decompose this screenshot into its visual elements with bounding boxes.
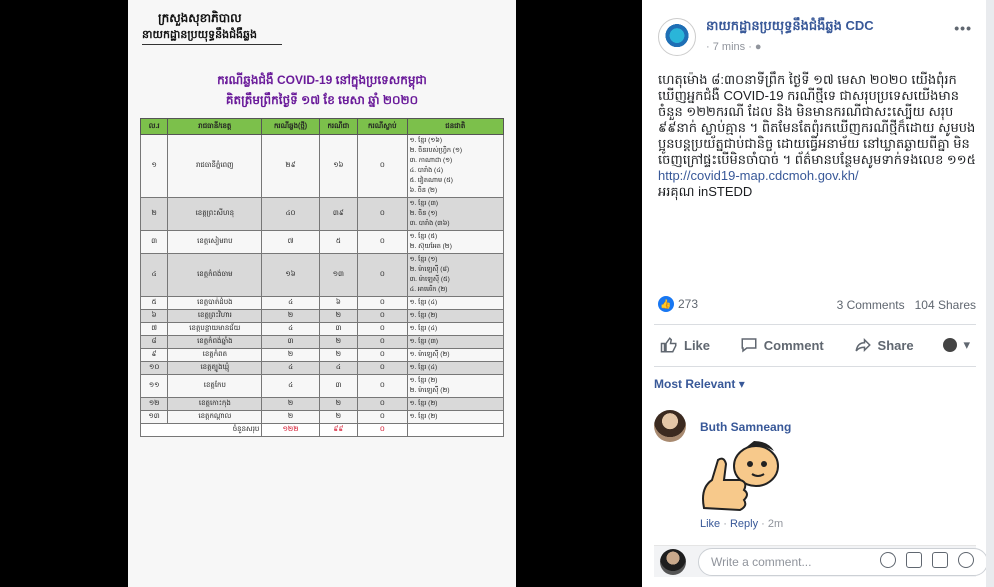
comment-icon	[740, 336, 758, 354]
table-row	[141, 254, 504, 297]
cell-no: ៩	[141, 349, 168, 362]
cell-province: រាជធានីភ្នំពេញ	[168, 135, 262, 198]
page-name-link[interactable]: នាយកដ្ឋានប្រយុទ្ធនឹងជំងឺឆ្លង CDC	[706, 18, 874, 33]
cell-deaths: ០	[358, 323, 408, 336]
cell-total_deaths: ០	[358, 424, 408, 437]
cell-cases: ១៦	[262, 254, 319, 297]
cell-recovered: ៥	[319, 231, 357, 254]
cell-province: ខេត្តត្បូងឃ្មុំ	[168, 362, 262, 375]
comments-count[interactable]: 3 Comments	[836, 298, 905, 312]
cell-cases: ៤	[262, 297, 319, 310]
cell-cases: ៣	[262, 336, 319, 349]
table-row	[141, 375, 504, 398]
cell-cases: ២	[262, 398, 319, 411]
cell-recovered: ២	[319, 310, 357, 323]
cell-recovered: ៣	[319, 323, 357, 336]
cell-nationality	[407, 398, 503, 411]
cell-nationality	[407, 231, 503, 254]
nationality-item: ៥. វៀតណាម (៥)	[409, 177, 453, 184]
cell-no: ៥	[141, 297, 168, 310]
audience-selector[interactable]	[937, 333, 976, 357]
cell-no: ១៣	[141, 411, 168, 424]
doc-date: គិតត្រឹមព្រឹកថ្ងៃទី ១៧ ខែ មេសា ឆ្នាំ ២០២០	[225, 93, 419, 107]
nationality-item: ៤. អាមេរិក (២)	[409, 286, 448, 293]
post-sidebar	[642, 0, 994, 587]
nationality-item: ៤. បារាំង (៤)	[409, 167, 443, 174]
thumbs-up-icon	[660, 336, 678, 354]
cell-deaths: ០	[358, 254, 408, 297]
cell-deaths: ០	[358, 411, 408, 424]
cell-nationality	[407, 198, 503, 231]
share-label: Share	[877, 337, 914, 353]
nationality-item: ១. ខ្មែរ (៤)	[409, 325, 438, 332]
table-row	[141, 135, 504, 198]
post-meta: · 7 mins · ●	[706, 41, 762, 53]
nationality-item: ៣. ម៉ាឡេស៊ី (៥)	[409, 276, 450, 283]
cell-no: ២	[141, 198, 168, 231]
cell-recovered: ៦	[319, 297, 357, 310]
nationality-item: ២. ស៊ុយអែត (២)	[409, 243, 452, 250]
cell-deaths: ០	[358, 231, 408, 254]
nationality-item: ២. ចិនរបស់ហ្វ្រិក (១)	[409, 147, 463, 154]
post-image[interactable]	[128, 0, 516, 587]
commenter-avatar[interactable]	[654, 410, 686, 442]
chevron-down-icon: ▾	[738, 377, 745, 391]
cdc-logo-icon	[663, 23, 691, 51]
comment-actions: Like · Reply · 2m	[700, 518, 784, 530]
cell-cases: ២	[262, 411, 319, 424]
cell-cases: ៤	[262, 323, 319, 336]
user-avatar-icon	[943, 338, 957, 352]
post-text	[658, 72, 980, 200]
cell-deaths: ០	[358, 362, 408, 375]
cell-no: ១០	[141, 362, 168, 375]
scrollbar[interactable]	[986, 0, 994, 587]
cell-no: ៧	[141, 323, 168, 336]
cell-recovered: ៣	[319, 375, 357, 398]
cell-deaths: ០	[358, 398, 408, 411]
like-button[interactable]	[654, 332, 716, 358]
reaction-count[interactable]: 273	[678, 297, 699, 311]
cell-nationality	[407, 297, 503, 310]
comment-label: Comment	[763, 337, 824, 353]
cell-total_recovered: ៩៩	[319, 424, 357, 437]
globe-icon: ●	[754, 41, 762, 53]
cell-no: ១២	[141, 398, 168, 411]
cell-no: ១	[141, 135, 168, 198]
nationality-item: ១. ខ្មែរ (២)	[409, 312, 438, 319]
cell-nationality	[407, 411, 503, 424]
cell-cases: ៤	[262, 362, 319, 375]
emoji-icon[interactable]	[880, 552, 896, 568]
sort-label: Most Relevant	[654, 377, 736, 391]
chevron-down-icon: ▾	[963, 337, 970, 352]
table-row	[141, 411, 504, 424]
comment-time[interactable]: 2m	[767, 518, 784, 530]
post-body: ហេតុ​ម៉ោង ៨:៣០នាទីព្រឹក ថ្ងៃទី ១៧ មេសា ២០២០ យើងពុំរកឃើញអ្នកជំងឺ COVID-19 ករណីថ្មីទេ ជាសរុបប្រទេសយើងមានចំនួន ១២២ករណី ដែល និង មិនមានករណីជាសះស្បើយ សរុប ៩៩នាក់ ស្លាប់គ្មាន ។ ពិតមែនតែពុំរកឃើញករណីថ្មីក៏ដោយ សូមបងប្អូនបន្តប្រយ័ត្នជាប់ជានិច្ច ដោយធ្វើអនាម័យ នៅឃ្លាតឆ្ងាយពីគ្នា មិនចេញក្រៅផ្ទះបើមិនចាំបាច់ ។ ព័ត៌មានបន្ថែមសូមទាក់ទងលេខ ១១៥	[658, 72, 976, 167]
more-options-icon[interactable]: •••	[954, 20, 972, 36]
nationality-item: ១. ខ្មែរ (៤)	[409, 299, 438, 306]
cell-no: ៨	[141, 336, 168, 349]
nationality-item: ១. ខ្មែរ (១៦)	[409, 137, 443, 144]
cell-deaths: ០	[358, 198, 408, 231]
nationality-item: ៦. ចិន (២)	[409, 187, 438, 194]
page-avatar[interactable]	[658, 18, 696, 56]
nationality-item: ២. ម៉ាឡេស៊ី (២)	[409, 387, 450, 394]
post-actions	[654, 332, 976, 358]
heading-underline	[142, 44, 282, 45]
cell-cases: ២	[262, 310, 319, 323]
total-row	[141, 424, 504, 437]
column-header: រាជធានី/ខេត្ត	[168, 119, 262, 135]
share-button[interactable]	[848, 332, 920, 358]
table-row	[141, 297, 504, 310]
department-heading: នាយកដ្ឋានប្រយុទ្ធនឹងជំងឺឆ្លង	[142, 29, 257, 41]
nationality-item: ១. ខ្មែរ (៥)	[409, 233, 438, 240]
column-header: ល.រ	[141, 119, 168, 135]
cell-cases: ៤	[262, 375, 319, 398]
cell-province: ខេត្តព្រះវិហារ	[168, 310, 262, 323]
nationality-item: ១. ខ្មែរ (២)	[409, 413, 438, 420]
nationality-item: ២. ចិន (១)	[409, 210, 438, 217]
cell-cases: ៤០	[262, 198, 319, 231]
comment-sort[interactable]	[654, 377, 745, 391]
commenter-name[interactable]: Buth Samneang	[700, 420, 792, 434]
post-time[interactable]: 7 mins	[712, 41, 746, 53]
cell-province: ខេត្តសៀមរាប	[168, 231, 262, 254]
cell-nationality	[407, 375, 503, 398]
nationality-item: ១. ខ្មែរ (៣)	[409, 338, 439, 345]
cell-recovered: ១៣	[319, 254, 357, 297]
nationality-item: ១. ខ្មែរ (១)	[409, 256, 438, 263]
shares-count[interactable]: 104 Shares	[914, 298, 976, 312]
table-row	[141, 198, 504, 231]
column-header: ករណីស្លាប់	[358, 119, 408, 135]
cell-no: ១១	[141, 375, 168, 398]
nationality-item: ៣. បារាំង (៣៦)	[409, 220, 450, 227]
table-row	[141, 362, 504, 375]
divider	[654, 366, 976, 367]
post-credit: អរគុណ inSTEDD	[658, 184, 753, 199]
ministry-heading: ក្រសួងសុខាភិបាល	[158, 11, 242, 25]
cell-recovered: ១៦	[319, 135, 357, 198]
gif-icon[interactable]	[932, 552, 948, 568]
table-row	[141, 398, 504, 411]
comment-button[interactable]	[734, 332, 830, 358]
cell-recovered: ២	[319, 349, 357, 362]
share-icon	[854, 336, 872, 354]
cell-province: ខេត្តព្រះសីហនុ	[168, 198, 262, 231]
cell-deaths: ០	[358, 297, 408, 310]
table-row	[141, 310, 504, 323]
cell-deaths: ០	[358, 135, 408, 198]
cell-province: ខេត្តបាត់ដំបង	[168, 297, 262, 310]
cell-no: ៦	[141, 310, 168, 323]
like-label: Like	[684, 337, 711, 353]
cell-empty	[407, 424, 503, 437]
cell-cases: ២	[262, 349, 319, 362]
nationality-item: ២. ម៉ាឡេស៊ី (៨)	[409, 266, 450, 273]
cell-recovered: ២	[319, 411, 357, 424]
table-row	[141, 323, 504, 336]
cell-province: ខេត្តកោះកុង	[168, 398, 262, 411]
table-row	[141, 231, 504, 254]
cell-cases: ៧	[262, 231, 319, 254]
comment-reply-link[interactable]: Reply	[729, 518, 759, 530]
column-header: ករណីជា	[319, 119, 357, 135]
cell-no: ៣	[141, 231, 168, 254]
comment-tools	[880, 552, 974, 568]
cell-province: ខេត្តកំពង់ឆ្នាំង	[168, 336, 262, 349]
cell-deaths: ០	[358, 336, 408, 349]
sticker-icon[interactable]	[958, 552, 974, 568]
cell-province: ខេត្តកែប	[168, 375, 262, 398]
reactions[interactable]	[658, 296, 698, 312]
cell-cases: ២៩	[262, 135, 319, 198]
camera-icon[interactable]	[906, 552, 922, 568]
cell-recovered: ៤	[319, 362, 357, 375]
cell-deaths: ០	[358, 349, 408, 362]
comment-like-link[interactable]: Like	[700, 518, 721, 530]
cell-province: ខេត្តកំពង់ចាម	[168, 254, 262, 297]
nationality-item: ១. ខ្មែរ (២)	[409, 400, 438, 407]
post-counts	[837, 298, 976, 312]
cell-nationality	[407, 349, 503, 362]
table-row	[141, 349, 504, 362]
cell-province: ខេត្តកំពត	[168, 349, 262, 362]
cases-table	[140, 118, 504, 437]
nationality-item: ១. ខ្មែរ (២)	[409, 377, 438, 384]
cell-no: ៤	[141, 254, 168, 297]
cell-recovered: ២	[319, 398, 357, 411]
table-header-row	[141, 119, 504, 135]
column-header: ករណីឆ្លង(ថ្មី)	[262, 119, 319, 135]
cell-deaths: ០	[358, 310, 408, 323]
column-header: ជនជាតិ	[407, 119, 503, 135]
cell-total_cases: ១២២	[262, 424, 319, 437]
post-link[interactable]: http://covid19-map.cdcmoh.gov.kh/	[658, 168, 859, 183]
current-user-avatar[interactable]	[660, 549, 686, 575]
cell-deaths: ០	[358, 375, 408, 398]
nationality-item: ១. ម៉ាឡេស៊ី (២)	[409, 351, 450, 358]
cell-nationality	[407, 135, 503, 198]
comment-input[interactable]: Write a comment...	[698, 548, 988, 576]
cell-province: ខេត្តកណ្តាល	[168, 411, 262, 424]
like-reaction-icon: 👍	[658, 296, 674, 312]
table-row	[141, 336, 504, 349]
divider	[654, 324, 976, 325]
cell-recovered: ៣៩	[319, 198, 357, 231]
nationality-item: ៣. កាណាដា (១)	[409, 157, 453, 164]
nationality-item: ១. ខ្មែរ (៤)	[409, 364, 438, 371]
cell-nationality	[407, 362, 503, 375]
total-label: ចំនួនសរុប	[141, 424, 262, 437]
thumbs-up-sticker	[694, 438, 786, 518]
nationality-item: ១. ខ្មែរ (៣)	[409, 200, 439, 207]
cell-province: ខេត្តបន្ទាយមានជ័យ	[168, 323, 262, 336]
cell-nationality	[407, 336, 503, 349]
cell-nationality	[407, 323, 503, 336]
cell-nationality	[407, 310, 503, 323]
cell-recovered: ២	[319, 336, 357, 349]
doc-title: ករណីឆ្លងជំងឺ COVID-19 នៅក្នុងប្រទេសកម្ពុជា	[217, 73, 427, 87]
cell-nationality	[407, 254, 503, 297]
